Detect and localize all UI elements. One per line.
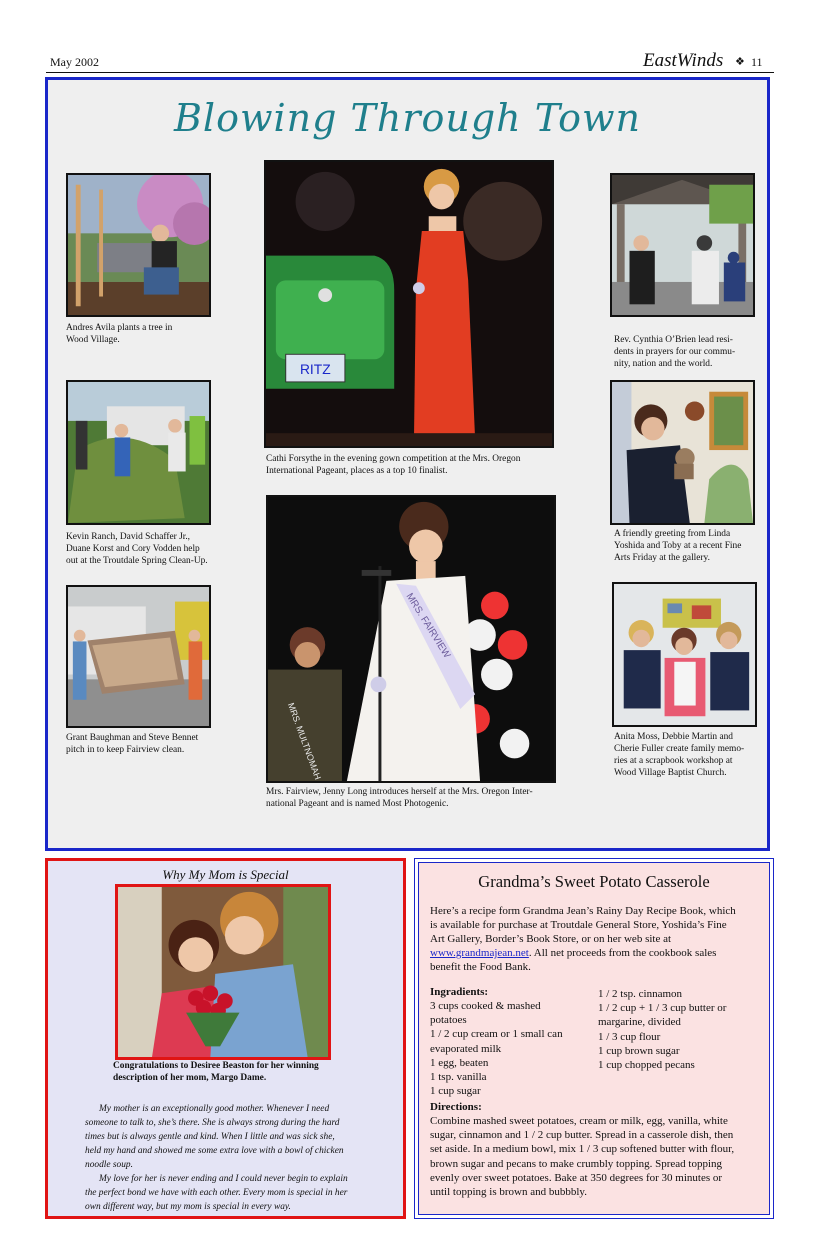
- recipe-intro-continued: . All net proceeds from the cookbook sales: [528, 947, 717, 959]
- ingredients-right-list: 1 / 2 tsp. cinnamon 1 / 2 cup + 1 / 3 cup butter or margarine, divided 1 / 3 cup flour 1 cup brown sugar 1 cup chopped pecans: [598, 988, 727, 1072]
- caption-evening-gown: Cathi Forsythe in the evening gown competition at the Mrs. Oregon International Pageant, places as a top 10 finalist.: [266, 454, 521, 476]
- photo-scrapbook-workshop: [612, 582, 757, 727]
- photo-evening-gown: [264, 160, 554, 448]
- caption-gallery-greeting: A friendly greeting from Linda Yoshida and Toby at a recent Fine Arts Friday at the gallery.: [614, 529, 742, 563]
- caption-spring-cleanup: Kevin Ranch, David Schaffer Jr., Duane Korst and Cory Vodden help out at the Troutdale Spring Clean-Up.: [66, 532, 208, 566]
- directions-label: Directions:: [430, 1101, 482, 1113]
- publication-name: EastWinds: [643, 50, 724, 71]
- ornament-icon: ❖: [735, 56, 745, 68]
- license-plate: RITZ: [299, 362, 331, 378]
- photo-mother-daughter: [115, 884, 331, 1060]
- recipe-intro: Here’s a recipe form Grandma Jean’s Rainy Day Recipe Book, which is available for purchase at Troutdale General Store, Yoshida’s Fine Art Gallery, Border’s Book Store, or on her web site at www.grandmajean.net. All net proceeds from the cookbook sales benefit the Food Bank.: [430, 905, 736, 973]
- mom-essay: My mother is an exceptionally good mother. Whenever I need someone to talk to, she’s there. She is always strong during the hard times but is always gentle and kind. When I little and was sick she, held my hand and showed me some extra love with a bowl of chicken noodle soup. My love for her is never ending and I could never begin to explain the perfect bond we have with each other. Every mom is special in her own different way, but my mom is special in every way.: [85, 1104, 348, 1212]
- sash-text-fairview: MRS. FAIRVIEW: [403, 591, 453, 661]
- mom-photo-caption: Congratulations to Desiree Beaston for her winning description of her mom, Margo Dame.: [113, 1061, 319, 1083]
- caption-scrapbook-workshop: Anita Moss, Debbie Martin and Cherie Fuller create family memo- ries at a scrapbook workshop at Wood Village Baptist Church.: [614, 732, 745, 778]
- recipe-website-link[interactable]: www.grandmajean.net: [430, 947, 529, 959]
- photo-spring-cleanup: [66, 380, 211, 525]
- issue-date: May 2002: [50, 55, 99, 69]
- sash-text-multnomah: MRS. MULTNOMAH: [285, 701, 323, 781]
- caption-tree-planting: Andres Avila plants a tree in Wood Village.: [66, 323, 173, 345]
- directions-text: Combine mashed sweet potatoes, cream or milk, egg, vanilla, white sugar, cinnamon and 1 / 2 cup butter. Spread in a casserole dish, then set aside. In a medium bowl, mix 1 / 3 cup softened butter with flour, brown sugar and pecans to make crumbly topping. Spread topping evenly over sweet potatoes. Bake at 350 degrees for 30 minutes or until topping is brown and bubbbly.: [430, 1115, 735, 1199]
- ingredients-left-list: 3 cups cooked & mashed potatoes 1 / 2 cup cream or 1 small can evaporated milk 1 egg, beaten 1 tsp. vanilla 1 cup sugar: [430, 1000, 563, 1098]
- photo-prayer-gathering: [610, 173, 755, 317]
- caption-prayer-gathering: Rev. Cynthia O’Brien lead resi- dents in prayers for our commu- nity, nation and the world.: [614, 335, 736, 369]
- photo-mrs-fairview: [266, 495, 556, 783]
- caption-fairview-cleanup: Grant Baughman and Steve Bennet pitch in to keep Fairview clean.: [66, 733, 199, 755]
- header-rule: [46, 72, 774, 73]
- recipe-title: Grandma’s Sweet Potato Casserole: [478, 872, 710, 891]
- mom-section-title: Why My Mom is Special: [162, 867, 289, 882]
- caption-mrs-fairview: Mrs. Fairview, Jenny Long introduces herself at the Mrs. Oregon Inter- national Pageant and is named Most Photogenic.: [266, 787, 533, 809]
- photo-gallery-greeting: [610, 380, 755, 525]
- ingredients-label: Ingradients:: [430, 986, 489, 998]
- photo-tree-planting: [66, 173, 211, 317]
- photo-fairview-cleanup: [66, 585, 211, 728]
- page-number: 11: [751, 55, 763, 69]
- feature-title: Blowing Through Town: [173, 96, 641, 140]
